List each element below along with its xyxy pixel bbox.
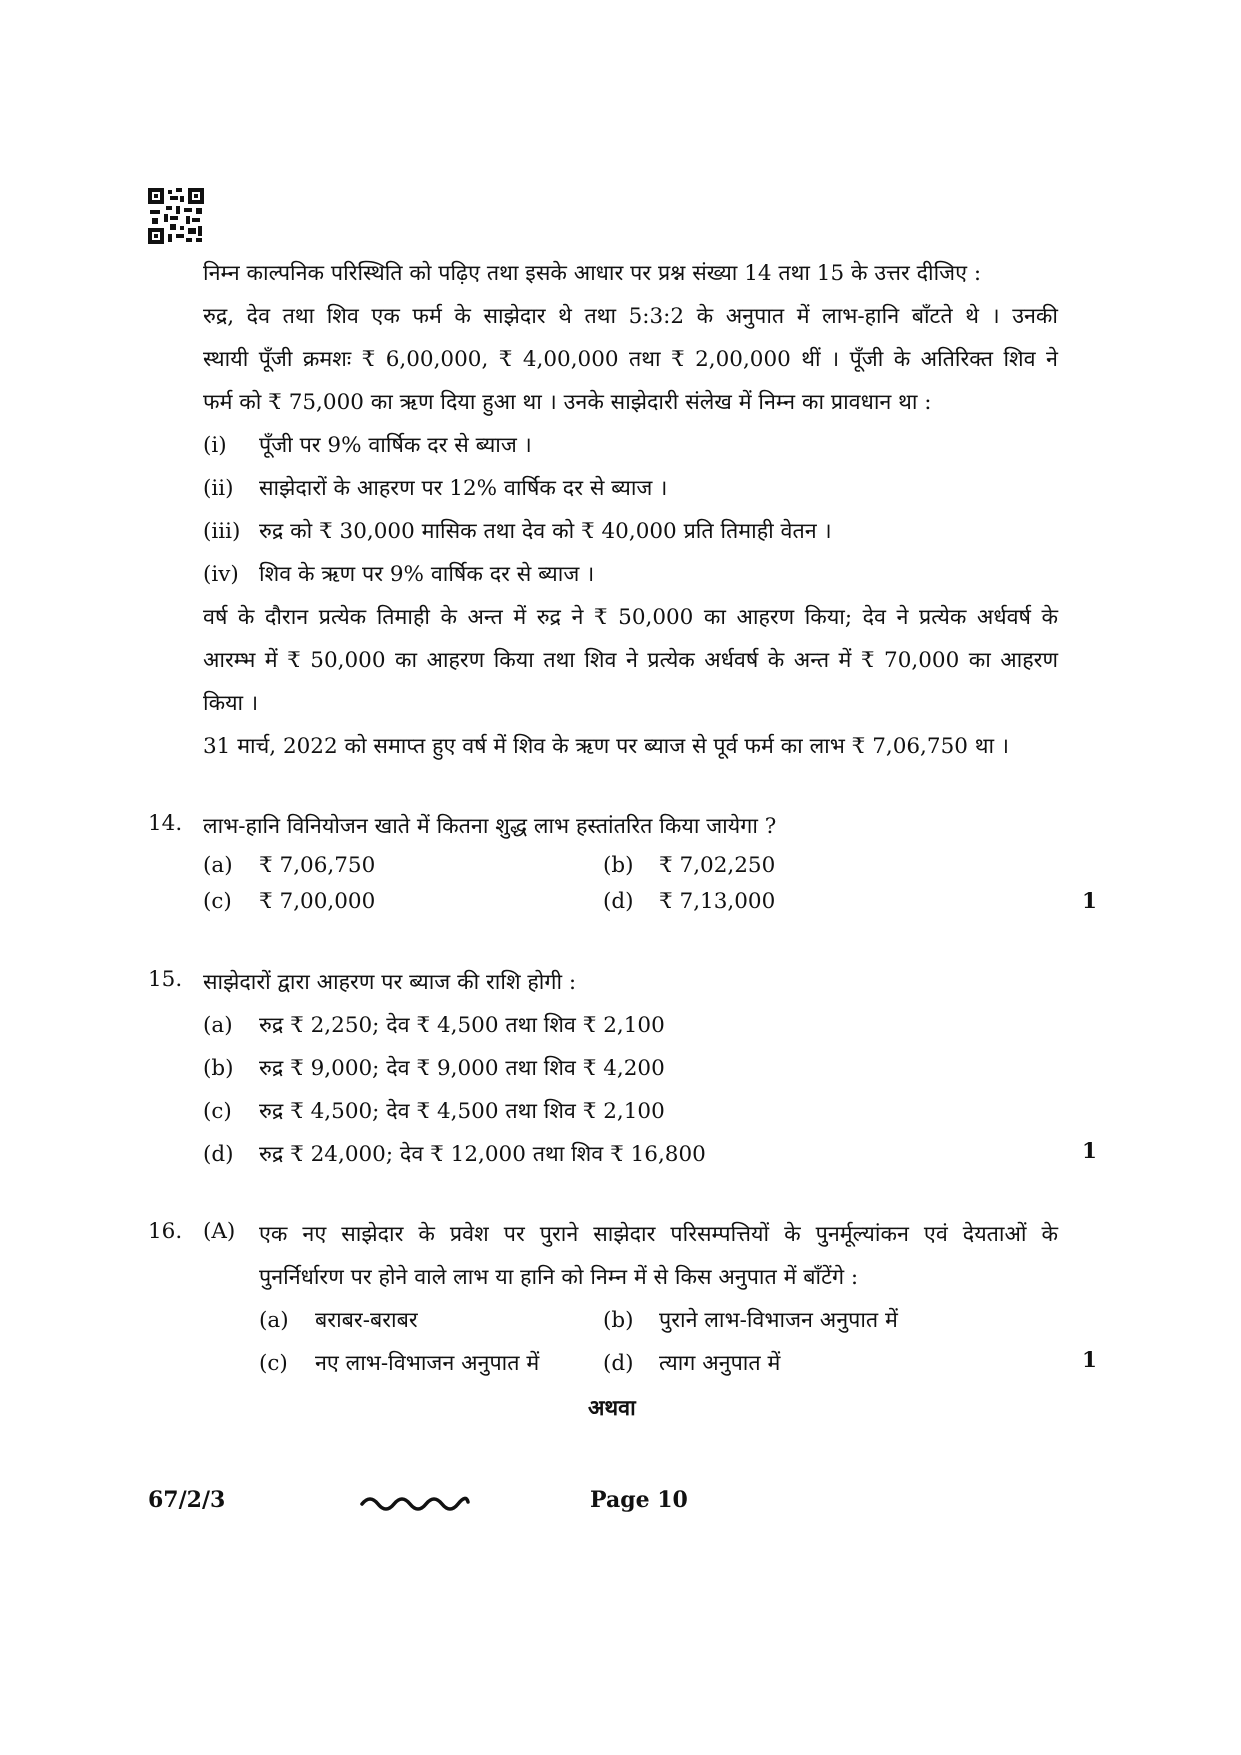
option-text: ₹ 7,06,750 [259,853,376,878]
qr-code-icon [148,188,204,244]
option-item [603,853,775,878]
provision-item [203,516,832,545]
option-label: (d) [603,889,634,914]
option-item [203,853,375,878]
passage-line: रुद्र, देव तथा शिव एक फर्म के साझेदार थे तथा 5:3:2 के अनुपात में लाभ-हानि बाँटते थे । उनकी [203,304,1058,329]
option-label: (d) [203,1142,234,1167]
option-text: रुद्र ₹ 2,250; देव ₹ 4,500 तथा शिव ₹ 2,100 [259,1013,665,1038]
question-text: साझेदारों द्वारा आहरण पर ब्याज की राशि होगी : [203,970,577,995]
profit-line: 31 मार्च, 2022 को समाप्त हुए वर्ष में शिव के ऋण पर ब्याज से पूर्व फर्म का लाभ ₹ 7,06,750 था । [203,734,1010,759]
option-text: ₹ 7,13,000 [659,889,776,914]
marks-value: 1 [1082,1348,1097,1373]
paper-code: 67/2/3 [148,1487,226,1513]
provision-label: (iii) [203,519,241,544]
provision-label: (ii) [203,476,234,501]
option-item [603,1348,780,1377]
option-item [203,1010,665,1039]
question-text: एक नए साझेदार के प्रवेश पर पुराने साझेदार परिसम्पत्तियों के पुनर्मूल्यांकन एवं देयताओं के [259,1222,1058,1247]
page-number: Page 10 [590,1487,688,1513]
option-text: त्याग अनुपात में [659,1351,781,1376]
option-text: बराबर-बराबर [315,1308,418,1333]
option-item [203,1139,706,1168]
drawings-line: वर्ष के दौरान प्रत्येक तिमाही के अन्त में रुद्र ने ₹ 50,000 का आहरण किया; देव ने प्रत्येक अर्धवर्ष के [203,605,1058,630]
or-label: अथवा [588,1396,636,1421]
option-item [203,1053,665,1082]
option-label: (a) [203,853,233,878]
marks-value: 1 [1082,1139,1097,1164]
provision-label: (iv) [203,562,239,587]
provision-text: शिव के ऋण पर 9% वार्षिक दर से ब्याज । [259,562,595,587]
provision-text: साझेदारों के आहरण पर 12% वार्षिक दर से ब्याज । [259,476,668,501]
provision-item [203,430,532,459]
option-item [203,1096,665,1125]
question-text: लाभ-हानि विनियोजन खाते में कितना शुद्ध लाभ हस्तांतरित किया जायेगा ? [203,814,777,839]
option-text: पुराने लाभ-विभाजन अनुपात में [659,1308,898,1333]
option-text: रुद्र ₹ 4,500; देव ₹ 4,500 तथा शिव ₹ 2,100 [259,1099,665,1124]
option-label: (a) [203,1013,233,1038]
option-item [259,1348,539,1377]
passage-line: स्थायी पूँजी क्रमशः ₹ 6,00,000, ₹ 4,00,000 तथा ₹ 2,00,000 थीं । पूँजी के अतिरिक्त शिव ने [203,347,1058,372]
marks-value: 1 [1082,889,1097,914]
passage-intro: निम्न काल्पनिक परिस्थिति को पढ़िए तथा इसके आधार पर प्रश्न संख्या 14 तथा 15 के उत्तर दीजिए : [203,261,982,286]
option-text: रुद्र ₹ 9,000; देव ₹ 9,000 तथा शिव ₹ 4,200 [259,1056,665,1081]
provision-item [203,559,594,588]
option-item [203,889,375,914]
option-label: (b) [203,1056,234,1081]
drawings-line: आरम्भ में ₹ 50,000 का आहरण किया तथा शिव ने प्रत्येक अर्धवर्ष के अन्त में ₹ 70,000 का आहरण [203,648,1058,673]
option-text: ₹ 7,00,000 [259,889,376,914]
option-label: (c) [259,1351,288,1376]
option-item [603,889,775,914]
option-text: ₹ 7,02,250 [659,853,776,878]
option-label: (a) [259,1308,289,1333]
option-label: (d) [603,1351,634,1376]
option-label: (b) [603,1308,634,1333]
question-part: (A) [203,1219,236,1244]
question-number: 15. [148,967,183,992]
provision-label: (i) [203,433,227,458]
option-text: रुद्र ₹ 24,000; देव ₹ 12,000 तथा शिव ₹ 16,800 [259,1142,706,1167]
wave-icon [360,1492,470,1512]
question-number: 14. [148,811,183,836]
option-text: नए लाभ-विभाजन अनुपात में [315,1351,540,1376]
option-label: (c) [203,889,232,914]
option-item [603,1305,898,1334]
passage-line: फर्म को ₹ 75,000 का ऋण दिया हुआ था । उनके साझेदारी संलेख में निम्न का प्रावधान था : [203,390,932,415]
option-item [259,1305,418,1334]
provision-item [203,473,667,502]
option-label: (c) [203,1099,232,1124]
provision-text: पूँजी पर 9% वार्षिक दर से ब्याज । [259,433,532,458]
drawings-line: किया । [203,691,259,716]
question-text: पुनर्निर्धारण पर होने वाले लाभ या हानि को निम्न में से किस अनुपात में बाँटेंगे : [259,1265,859,1290]
option-label: (b) [603,853,634,878]
provision-text: रुद्र को ₹ 30,000 मासिक तथा देव को ₹ 40,000 प्रति तिमाही वेतन । [259,519,832,544]
question-number: 16. [148,1219,183,1244]
